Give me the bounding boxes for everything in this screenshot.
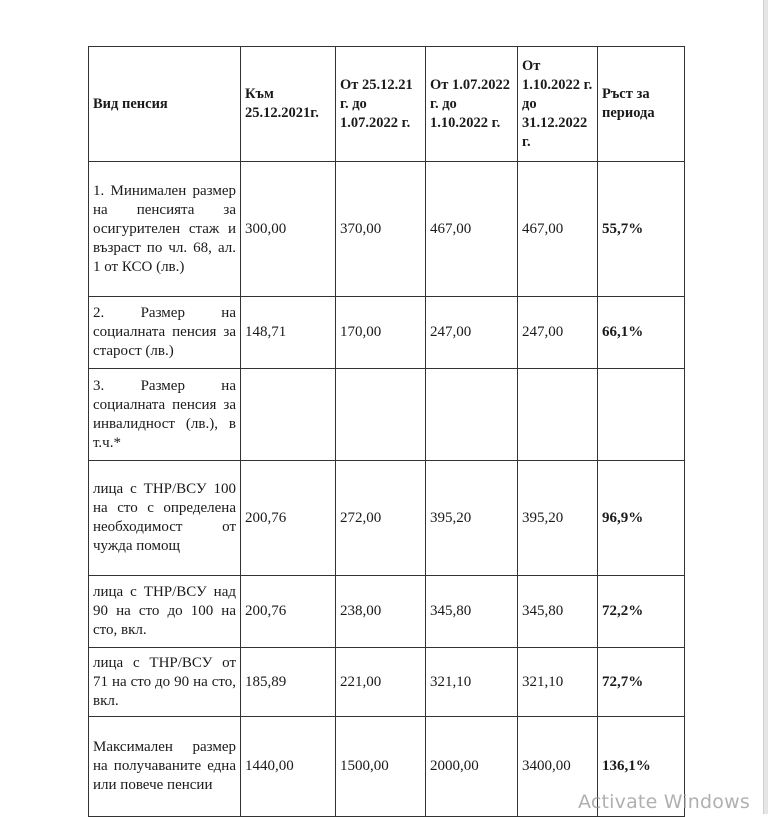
cell-growth: 136,1%	[598, 717, 685, 817]
cell-from-1-07-2022: 247,00	[426, 297, 518, 369]
cell-growth: 55,7%	[598, 162, 685, 297]
cell-growth: 96,9%	[598, 461, 685, 576]
cell-from-1-10-2022: 247,00	[518, 297, 598, 369]
header-from-25-12-21: От 25.12.21 г. до 1.07.2022 г.	[336, 47, 426, 162]
table-row	[89, 369, 685, 461]
cell-growth: 72,2%	[598, 576, 685, 648]
activate-windows-watermark: Activate Windows	[578, 791, 750, 813]
cell-before-25-12-2021: 300,00	[241, 162, 336, 297]
cell-from-1-07-2022	[426, 369, 518, 461]
cell-growth: 72,7%	[598, 648, 685, 717]
cell-from-25-12-21: 221,00	[336, 648, 426, 717]
header-from-1-07-2022: От 1.07.2022 г. до 1.10.2022 г.	[426, 47, 518, 162]
row-label: 2. Размер на социалната пенсия за старост (лв.)	[89, 297, 241, 369]
cell-from-1-10-2022: 3400,00	[518, 717, 598, 817]
row-label: лица с ТНР/ВСУ 100 на сто с определена необходимост от чужда помощ	[89, 461, 241, 576]
cell-from-1-10-2022: 321,10	[518, 648, 598, 717]
table-row	[89, 717, 685, 817]
cell-from-25-12-21: 238,00	[336, 576, 426, 648]
page-edge-scrollbar	[763, 0, 768, 814]
cell-from-1-07-2022: 2000,00	[426, 717, 518, 817]
table-row	[89, 461, 685, 576]
cell-from-1-10-2022	[518, 369, 598, 461]
table-row	[89, 162, 685, 297]
row-label: лица с ТНР/ВСУ над 90 на сто до 100 на сто, вкл.	[89, 576, 241, 648]
cell-from-1-10-2022: 467,00	[518, 162, 598, 297]
cell-from-25-12-21: 272,00	[336, 461, 426, 576]
cell-before-25-12-2021: 148,71	[241, 297, 336, 369]
cell-before-25-12-2021: 1440,00	[241, 717, 336, 817]
cell-from-1-07-2022: 321,10	[426, 648, 518, 717]
cell-from-1-07-2022: 345,80	[426, 576, 518, 648]
row-label: лица с ТНР/ВСУ от 71 на сто до 90 на сто, вкл.	[89, 648, 241, 717]
cell-before-25-12-2021	[241, 369, 336, 461]
table-row	[89, 576, 685, 648]
cell-before-25-12-2021: 185,89	[241, 648, 336, 717]
row-label: 3. Размер на социалната пенсия за инвалидност (лв.), в т.ч.*	[89, 369, 241, 461]
cell-from-25-12-21: 370,00	[336, 162, 426, 297]
cell-from-25-12-21	[336, 369, 426, 461]
table-row	[89, 648, 685, 717]
cell-growth	[598, 369, 685, 461]
table-row	[89, 297, 685, 369]
header-from-1-10-2022: От 1.10.2022 г. до 31.12.2022 г.	[518, 47, 598, 162]
cell-from-25-12-21: 170,00	[336, 297, 426, 369]
cell-from-1-07-2022: 395,20	[426, 461, 518, 576]
row-label: Максимален размер на получаваните една или повече пенсии	[89, 717, 241, 817]
cell-from-1-07-2022: 467,00	[426, 162, 518, 297]
cell-growth: 66,1%	[598, 297, 685, 369]
header-before-25-12-2021: Към 25.12.2021г.	[241, 47, 336, 162]
table-header-row	[89, 47, 685, 162]
cell-before-25-12-2021: 200,76	[241, 576, 336, 648]
cell-before-25-12-2021: 200,76	[241, 461, 336, 576]
row-label: 1. Минимален размер на пенсията за осигурителен стаж и възраст по чл. 68, ал. 1 от КСО (лв.)	[89, 162, 241, 297]
header-growth: Ръст за периода	[598, 47, 685, 162]
pension-table	[88, 46, 685, 817]
header-pension-type: Вид пенсия	[89, 47, 241, 162]
cell-from-1-10-2022: 395,20	[518, 461, 598, 576]
cell-from-25-12-21: 1500,00	[336, 717, 426, 817]
cell-from-1-10-2022: 345,80	[518, 576, 598, 648]
